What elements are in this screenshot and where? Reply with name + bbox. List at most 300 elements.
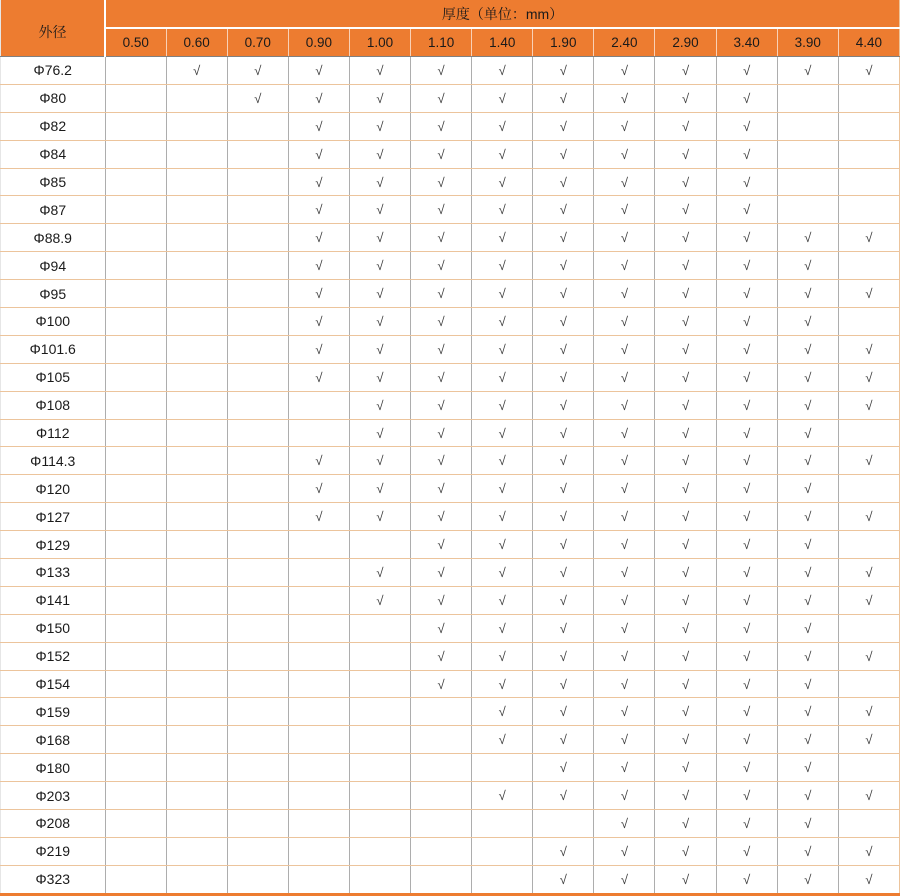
empty-cell xyxy=(411,865,472,894)
table-row xyxy=(1,391,900,419)
empty-cell xyxy=(227,698,288,726)
check-cell: √ xyxy=(777,224,838,252)
check-cell: √ xyxy=(594,308,655,336)
empty-cell xyxy=(105,726,166,754)
check-cell: √ xyxy=(594,196,655,224)
check-cell: √ xyxy=(777,614,838,642)
check-cell: √ xyxy=(716,810,777,838)
check-cell: √ xyxy=(288,280,349,308)
check-cell: √ xyxy=(777,308,838,336)
check-cell: √ xyxy=(594,614,655,642)
empty-cell xyxy=(166,837,227,865)
check-cell: √ xyxy=(411,531,472,559)
check-cell: √ xyxy=(288,363,349,391)
check-cell: √ xyxy=(716,419,777,447)
empty-cell xyxy=(288,837,349,865)
check-cell: √ xyxy=(349,419,410,447)
empty-cell xyxy=(838,168,899,196)
check-cell: √ xyxy=(411,447,472,475)
check-cell: √ xyxy=(411,224,472,252)
check-cell: √ xyxy=(533,196,594,224)
diameter-label: Φ101.6 xyxy=(1,335,106,363)
table-row xyxy=(1,865,900,894)
diameter-label: Φ141 xyxy=(1,586,106,614)
check-cell: √ xyxy=(777,363,838,391)
check-cell: √ xyxy=(716,503,777,531)
check-cell: √ xyxy=(594,252,655,280)
diameter-label: Φ208 xyxy=(1,810,106,838)
thickness-column-header: 2.90 xyxy=(655,28,716,57)
check-cell: √ xyxy=(411,475,472,503)
diameter-label: Φ76.2 xyxy=(1,57,106,85)
check-cell: √ xyxy=(655,308,716,336)
empty-cell xyxy=(838,670,899,698)
check-cell: √ xyxy=(838,782,899,810)
check-cell: √ xyxy=(472,559,533,587)
empty-cell xyxy=(349,531,410,559)
diameter-label: Φ80 xyxy=(1,84,106,112)
check-cell: √ xyxy=(349,196,410,224)
check-cell: √ xyxy=(655,810,716,838)
check-cell: √ xyxy=(533,837,594,865)
empty-cell xyxy=(349,614,410,642)
check-cell: √ xyxy=(472,308,533,336)
check-cell: √ xyxy=(594,642,655,670)
empty-cell xyxy=(838,475,899,503)
check-cell: √ xyxy=(655,782,716,810)
check-cell: √ xyxy=(472,391,533,419)
check-cell: √ xyxy=(655,84,716,112)
diameter-label: Φ133 xyxy=(1,559,106,587)
check-cell: √ xyxy=(655,642,716,670)
diameter-label: Φ105 xyxy=(1,363,106,391)
check-cell: √ xyxy=(349,140,410,168)
check-cell: √ xyxy=(716,57,777,85)
check-cell: √ xyxy=(349,447,410,475)
empty-cell xyxy=(349,642,410,670)
check-cell: √ xyxy=(411,503,472,531)
check-cell: √ xyxy=(777,754,838,782)
check-cell: √ xyxy=(655,586,716,614)
empty-cell xyxy=(838,140,899,168)
check-cell: √ xyxy=(411,196,472,224)
empty-cell xyxy=(166,308,227,336)
empty-cell xyxy=(227,559,288,587)
empty-cell xyxy=(105,84,166,112)
check-cell: √ xyxy=(838,642,899,670)
check-cell: √ xyxy=(533,754,594,782)
check-cell: √ xyxy=(533,84,594,112)
check-cell: √ xyxy=(777,837,838,865)
empty-cell xyxy=(472,810,533,838)
diameter-label: Φ84 xyxy=(1,140,106,168)
check-cell: √ xyxy=(777,335,838,363)
check-cell: √ xyxy=(838,698,899,726)
check-cell: √ xyxy=(716,865,777,894)
check-cell: √ xyxy=(533,865,594,894)
check-cell: √ xyxy=(777,726,838,754)
check-cell: √ xyxy=(655,559,716,587)
check-cell: √ xyxy=(472,698,533,726)
table-header xyxy=(1,0,900,57)
empty-cell xyxy=(105,559,166,587)
check-cell: √ xyxy=(288,308,349,336)
thickness-column-header: 3.90 xyxy=(777,28,838,57)
table-row xyxy=(1,503,900,531)
empty-cell xyxy=(227,335,288,363)
check-cell: √ xyxy=(655,503,716,531)
empty-cell xyxy=(227,670,288,698)
empty-cell xyxy=(349,865,410,894)
empty-cell xyxy=(166,196,227,224)
check-cell: √ xyxy=(472,335,533,363)
check-cell: √ xyxy=(411,335,472,363)
check-cell: √ xyxy=(533,363,594,391)
check-cell: √ xyxy=(288,447,349,475)
diameter-label: Φ95 xyxy=(1,280,106,308)
check-cell: √ xyxy=(411,168,472,196)
check-cell: √ xyxy=(472,503,533,531)
check-cell: √ xyxy=(533,614,594,642)
check-cell: √ xyxy=(349,252,410,280)
empty-cell xyxy=(105,698,166,726)
empty-cell xyxy=(472,837,533,865)
check-cell: √ xyxy=(716,642,777,670)
table-row xyxy=(1,419,900,447)
check-cell: √ xyxy=(533,559,594,587)
empty-cell xyxy=(227,391,288,419)
empty-cell xyxy=(105,531,166,559)
thickness-column-header: 1.10 xyxy=(411,28,472,57)
empty-cell xyxy=(105,308,166,336)
diameter-label: Φ152 xyxy=(1,642,106,670)
check-cell: √ xyxy=(594,754,655,782)
check-cell: √ xyxy=(655,754,716,782)
empty-cell xyxy=(166,84,227,112)
table-row xyxy=(1,447,900,475)
check-cell: √ xyxy=(777,252,838,280)
check-cell: √ xyxy=(594,168,655,196)
empty-cell xyxy=(349,782,410,810)
empty-cell xyxy=(227,140,288,168)
table-row xyxy=(1,84,900,112)
thickness-column-header: 0.60 xyxy=(166,28,227,57)
empty-cell xyxy=(166,865,227,894)
check-cell: √ xyxy=(594,559,655,587)
diameter-label: Φ154 xyxy=(1,670,106,698)
check-cell: √ xyxy=(594,391,655,419)
check-cell: √ xyxy=(533,252,594,280)
diameter-column-header: 外径 xyxy=(1,0,106,57)
check-cell: √ xyxy=(655,447,716,475)
diameter-label: Φ127 xyxy=(1,503,106,531)
check-cell: √ xyxy=(716,168,777,196)
check-cell: √ xyxy=(472,475,533,503)
empty-cell xyxy=(227,419,288,447)
check-cell: √ xyxy=(472,447,533,475)
thickness-column-header: 0.50 xyxy=(105,28,166,57)
check-cell: √ xyxy=(288,196,349,224)
check-cell: √ xyxy=(594,698,655,726)
empty-cell xyxy=(227,782,288,810)
table-row xyxy=(1,308,900,336)
empty-cell xyxy=(533,810,594,838)
empty-cell xyxy=(227,614,288,642)
check-cell: √ xyxy=(533,112,594,140)
check-cell: √ xyxy=(594,280,655,308)
empty-cell xyxy=(288,531,349,559)
check-cell: √ xyxy=(777,865,838,894)
empty-cell xyxy=(105,335,166,363)
check-cell: √ xyxy=(533,308,594,336)
empty-cell xyxy=(411,726,472,754)
table-row xyxy=(1,335,900,363)
check-cell: √ xyxy=(716,531,777,559)
check-cell: √ xyxy=(349,224,410,252)
empty-cell xyxy=(166,252,227,280)
empty-cell xyxy=(105,642,166,670)
table-row xyxy=(1,112,900,140)
check-cell: √ xyxy=(594,837,655,865)
empty-cell xyxy=(777,140,838,168)
check-cell: √ xyxy=(777,280,838,308)
table-row xyxy=(1,140,900,168)
check-cell: √ xyxy=(411,419,472,447)
check-cell: √ xyxy=(655,614,716,642)
empty-cell xyxy=(411,698,472,726)
check-cell: √ xyxy=(533,642,594,670)
empty-cell xyxy=(166,447,227,475)
empty-cell xyxy=(166,224,227,252)
check-cell: √ xyxy=(472,168,533,196)
empty-cell xyxy=(838,419,899,447)
table-row xyxy=(1,252,900,280)
check-cell: √ xyxy=(349,335,410,363)
empty-cell xyxy=(166,140,227,168)
check-cell: √ xyxy=(655,224,716,252)
diameter-label: Φ85 xyxy=(1,168,106,196)
check-cell: √ xyxy=(655,391,716,419)
check-cell: √ xyxy=(472,363,533,391)
empty-cell xyxy=(166,391,227,419)
empty-cell xyxy=(105,280,166,308)
empty-cell xyxy=(349,754,410,782)
empty-cell xyxy=(838,531,899,559)
diameter-label: Φ108 xyxy=(1,391,106,419)
empty-cell xyxy=(349,810,410,838)
empty-cell xyxy=(166,782,227,810)
table-row xyxy=(1,726,900,754)
check-cell: √ xyxy=(533,57,594,85)
check-cell: √ xyxy=(288,503,349,531)
check-cell: √ xyxy=(533,475,594,503)
check-cell: √ xyxy=(411,614,472,642)
empty-cell xyxy=(166,335,227,363)
empty-cell xyxy=(166,559,227,587)
table-body xyxy=(1,57,900,895)
table-row xyxy=(1,642,900,670)
check-cell: √ xyxy=(533,586,594,614)
check-cell: √ xyxy=(594,586,655,614)
check-cell: √ xyxy=(777,559,838,587)
empty-cell xyxy=(227,503,288,531)
check-cell: √ xyxy=(838,280,899,308)
check-cell: √ xyxy=(472,531,533,559)
check-cell: √ xyxy=(777,782,838,810)
empty-cell xyxy=(838,754,899,782)
check-cell: √ xyxy=(533,782,594,810)
diameter-label: Φ159 xyxy=(1,698,106,726)
check-cell: √ xyxy=(716,140,777,168)
diameter-label: Φ150 xyxy=(1,614,106,642)
check-cell: √ xyxy=(411,308,472,336)
thickness-title-header: 厚度（单位：mm） xyxy=(105,0,900,28)
check-cell: √ xyxy=(777,586,838,614)
check-cell: √ xyxy=(411,252,472,280)
check-cell: √ xyxy=(777,698,838,726)
empty-cell xyxy=(411,754,472,782)
diameter-label: Φ87 xyxy=(1,196,106,224)
check-cell: √ xyxy=(716,754,777,782)
thickness-column-header: 1.40 xyxy=(472,28,533,57)
check-cell: √ xyxy=(716,308,777,336)
empty-cell xyxy=(472,865,533,894)
check-cell: √ xyxy=(594,726,655,754)
check-cell: √ xyxy=(411,140,472,168)
check-cell: √ xyxy=(716,586,777,614)
diameter-label: Φ112 xyxy=(1,419,106,447)
check-cell: √ xyxy=(411,363,472,391)
check-cell: √ xyxy=(472,726,533,754)
empty-cell xyxy=(105,782,166,810)
check-cell: √ xyxy=(533,391,594,419)
table-row xyxy=(1,224,900,252)
check-cell: √ xyxy=(594,670,655,698)
check-cell: √ xyxy=(777,503,838,531)
check-cell: √ xyxy=(533,531,594,559)
check-cell: √ xyxy=(655,865,716,894)
check-cell: √ xyxy=(716,280,777,308)
check-cell: √ xyxy=(777,475,838,503)
empty-cell xyxy=(166,586,227,614)
check-cell: √ xyxy=(411,57,472,85)
check-cell: √ xyxy=(472,782,533,810)
check-cell: √ xyxy=(472,586,533,614)
diameter-label: Φ82 xyxy=(1,112,106,140)
empty-cell xyxy=(105,363,166,391)
empty-cell xyxy=(349,698,410,726)
check-cell: √ xyxy=(472,57,533,85)
check-cell: √ xyxy=(655,726,716,754)
check-cell: √ xyxy=(472,419,533,447)
empty-cell xyxy=(166,112,227,140)
diameter-label: Φ120 xyxy=(1,475,106,503)
diameter-label: Φ94 xyxy=(1,252,106,280)
check-cell: √ xyxy=(594,782,655,810)
check-cell: √ xyxy=(349,586,410,614)
empty-cell xyxy=(227,196,288,224)
check-cell: √ xyxy=(838,57,899,85)
empty-cell xyxy=(227,224,288,252)
empty-cell xyxy=(105,196,166,224)
diameter-label: Φ114.3 xyxy=(1,447,106,475)
check-cell: √ xyxy=(655,252,716,280)
empty-cell xyxy=(838,810,899,838)
empty-cell xyxy=(288,754,349,782)
diameter-label: Φ180 xyxy=(1,754,106,782)
empty-cell xyxy=(105,837,166,865)
check-cell: √ xyxy=(472,280,533,308)
check-cell: √ xyxy=(838,559,899,587)
check-cell: √ xyxy=(655,196,716,224)
check-cell: √ xyxy=(227,57,288,85)
empty-cell xyxy=(227,726,288,754)
check-cell: √ xyxy=(533,224,594,252)
check-cell: √ xyxy=(533,503,594,531)
check-cell: √ xyxy=(594,531,655,559)
diameter-label: Φ88.9 xyxy=(1,224,106,252)
check-cell: √ xyxy=(288,84,349,112)
check-cell: √ xyxy=(777,531,838,559)
empty-cell xyxy=(166,614,227,642)
empty-cell xyxy=(166,503,227,531)
check-cell: √ xyxy=(655,112,716,140)
thickness-column-header: 1.00 xyxy=(349,28,410,57)
check-cell: √ xyxy=(838,447,899,475)
check-cell: √ xyxy=(288,168,349,196)
empty-cell xyxy=(166,754,227,782)
table-row xyxy=(1,475,900,503)
check-cell: √ xyxy=(716,335,777,363)
empty-cell xyxy=(166,698,227,726)
empty-cell xyxy=(227,363,288,391)
check-cell: √ xyxy=(349,84,410,112)
check-cell: √ xyxy=(533,670,594,698)
thickness-column-header: 3.40 xyxy=(716,28,777,57)
table-row xyxy=(1,168,900,196)
thickness-values-row xyxy=(1,28,900,57)
empty-cell xyxy=(166,363,227,391)
check-cell: √ xyxy=(838,726,899,754)
empty-cell xyxy=(227,280,288,308)
empty-cell xyxy=(349,670,410,698)
empty-cell xyxy=(288,586,349,614)
check-cell: √ xyxy=(716,614,777,642)
check-cell: √ xyxy=(533,447,594,475)
empty-cell xyxy=(227,837,288,865)
check-cell: √ xyxy=(838,363,899,391)
empty-cell xyxy=(288,391,349,419)
check-cell: √ xyxy=(655,168,716,196)
empty-cell xyxy=(105,391,166,419)
check-cell: √ xyxy=(594,447,655,475)
thickness-column-header: 0.70 xyxy=(227,28,288,57)
check-cell: √ xyxy=(533,140,594,168)
empty-cell xyxy=(166,280,227,308)
check-cell: √ xyxy=(349,475,410,503)
diameter-label: Φ323 xyxy=(1,865,106,894)
check-cell: √ xyxy=(288,475,349,503)
check-cell: √ xyxy=(411,586,472,614)
empty-cell xyxy=(838,196,899,224)
table-row xyxy=(1,754,900,782)
empty-cell xyxy=(105,810,166,838)
empty-cell xyxy=(288,642,349,670)
check-cell: √ xyxy=(533,335,594,363)
check-cell: √ xyxy=(411,280,472,308)
table-row xyxy=(1,698,900,726)
check-cell: √ xyxy=(594,363,655,391)
